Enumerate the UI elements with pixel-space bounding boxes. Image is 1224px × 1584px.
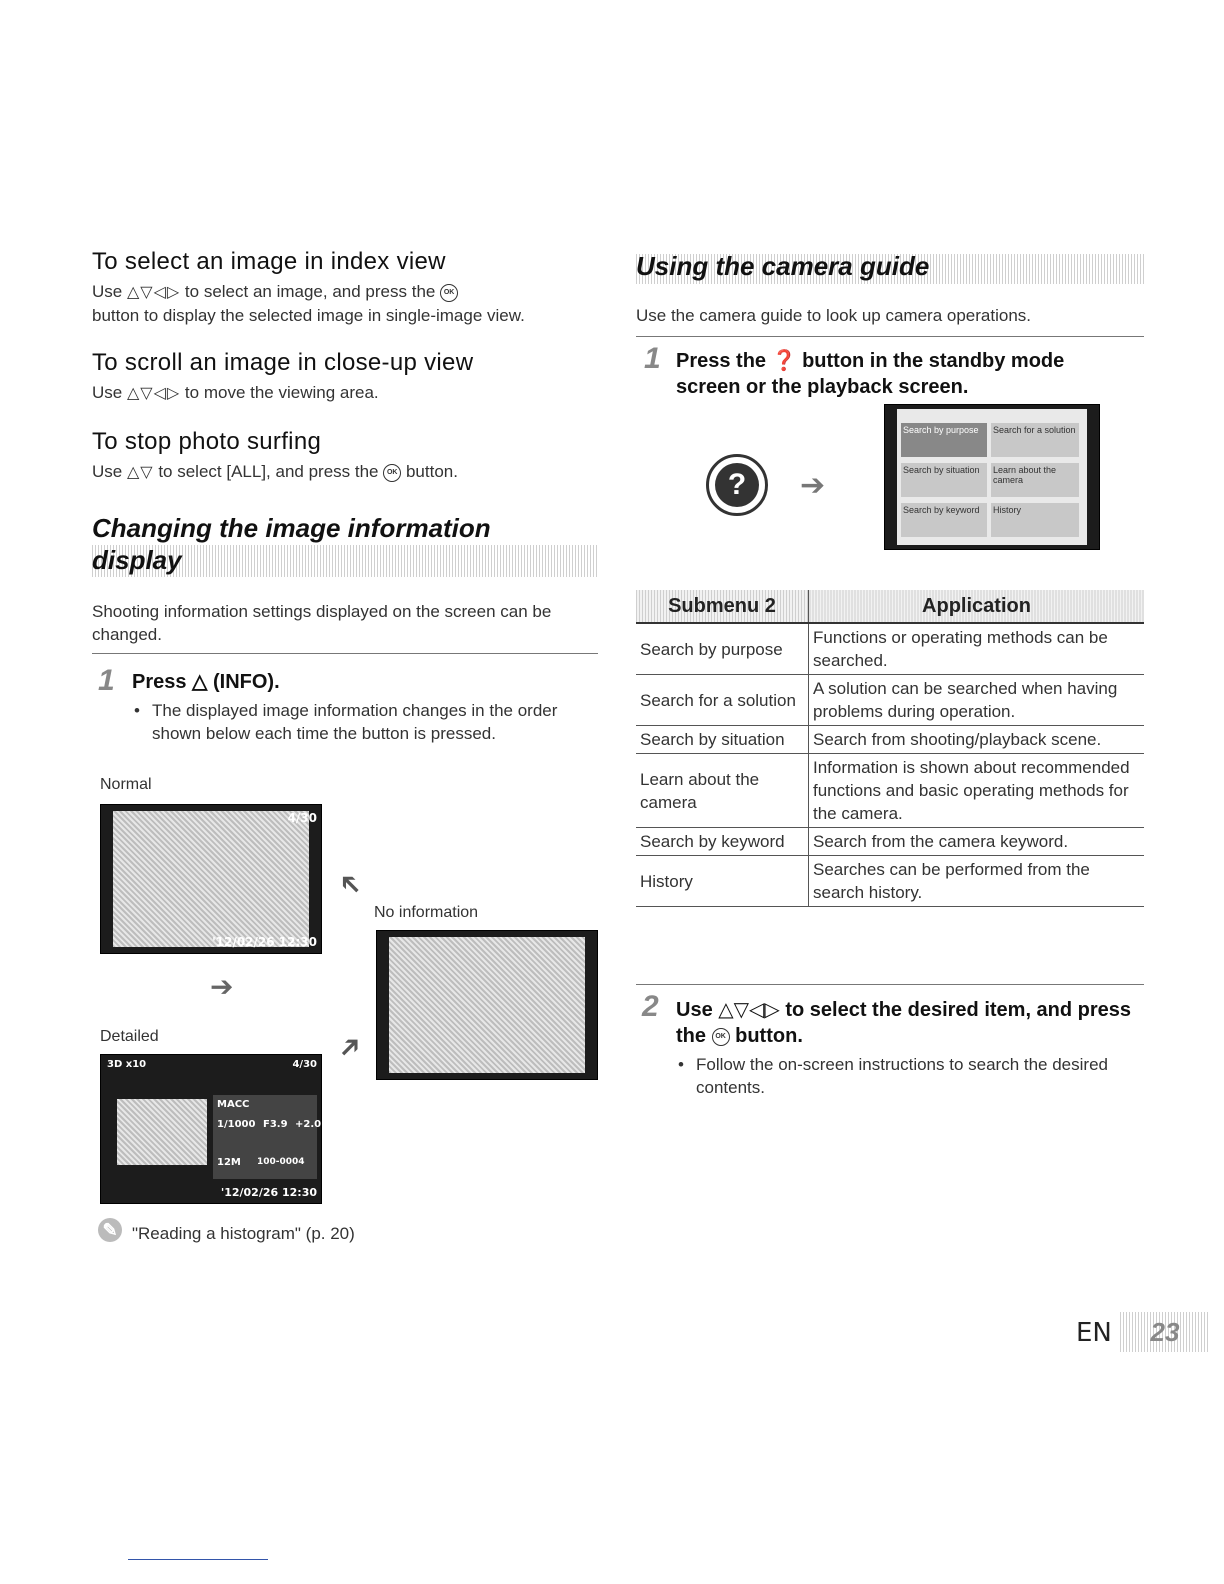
detailed-osd-date: '12/02/26 12:30 [220, 1186, 317, 1199]
bullet-dot: • [678, 1055, 684, 1074]
screen-detailed [100, 1054, 322, 1204]
arrow-keys-icon: △▽◁▷ [126, 385, 181, 402]
step-number: 1 [98, 664, 115, 697]
detailed-osd-ev: +2.0 [295, 1119, 322, 1130]
table-header-application: Application [809, 590, 1145, 623]
intro-camera-guide: Use the camera guide to look up camera operations. [636, 306, 1032, 325]
section-stop-surfing [92, 428, 612, 484]
arrow-keys-icon: △▽◁▷ [126, 284, 181, 301]
step2-text: Use △▽◁▷ to select the desired item, and press the OK button. [676, 999, 1132, 1047]
ok-button-icon: OK [440, 284, 458, 302]
screen-item: Search by purpose [901, 423, 987, 457]
detailed-osd-mode: MACC [217, 1099, 250, 1110]
divider [636, 336, 1144, 337]
text-scroll-closeup: Use △▽◁▷ to move the viewing area. [92, 383, 379, 402]
step-press-info: Press △ (INFO). [132, 671, 280, 693]
bullet-dot: • [134, 701, 140, 720]
detailed-osd-aperture: F3.9 [263, 1119, 288, 1130]
screen-camera-guide [884, 404, 1100, 550]
bullet-display-order: • The displayed image information changes in the order shown below each time the button is pressed. [134, 701, 558, 743]
screen-no-information [376, 930, 598, 1080]
section-scroll-closeup [92, 349, 612, 405]
step1-number: 1 [644, 342, 661, 375]
divider [636, 984, 1144, 985]
detailed-osd-counter: 4/30 [292, 1059, 317, 1070]
table-header-submenu: Submenu 2 [636, 590, 809, 623]
arrow-up-icon: ➔ [330, 865, 369, 904]
ok-button-icon: OK [712, 1028, 730, 1046]
page-number-box [1120, 1312, 1210, 1352]
divider [92, 653, 598, 654]
arrow-down-icon: ➔ [210, 971, 234, 1002]
table-row: Learn about the camera Information is shown about recommended functions and basic operating methods for the camera. [636, 754, 1144, 828]
table-row: Search for a solution A solution can be searched when having problems during operation. [636, 675, 1144, 726]
histogram-panel [213, 1095, 322, 1179]
section-select-index [92, 248, 612, 327]
screen-normal [100, 804, 322, 954]
arrow-right-icon: ➔ [800, 469, 826, 502]
label-normal: Normal [100, 776, 152, 793]
label-no-information: No information [374, 904, 479, 921]
ok-button-icon: OK [383, 464, 401, 482]
footer-rule [128, 1559, 268, 1560]
text-stop-surfing: Use △▽ to select [ALL], and press the OK button. [92, 462, 458, 481]
step2-number: 2 [642, 990, 659, 1023]
page-number: 23 [1150, 1317, 1180, 1347]
screen-item: Search for a solution [991, 423, 1079, 457]
arrow-keys-icon: △▽◁▷ [718, 999, 780, 1021]
label-detailed: Detailed [100, 1028, 159, 1045]
reference-histogram: "Reading a histogram" (p. 20) [132, 1224, 355, 1243]
help-button-icon: ? [706, 454, 768, 516]
detailed-osd-size: 12M [217, 1157, 241, 1168]
screen-item: Learn about the camera [991, 463, 1079, 497]
step1-text: Press the ❓ button in the standby mode screen or the playback screen. [676, 350, 1065, 398]
section-title-camera-guide: Using the camera guide [636, 251, 930, 281]
reference-icon: ✎ [98, 1218, 122, 1242]
table-row: Search by purpose Functions or operating methods can be searched. [636, 623, 1144, 675]
text-select-index: Use △▽◁▷ to select an image, and press the OK button to display the selected image in single-image view. [92, 282, 525, 325]
heading-select-index: To select an image in index view [92, 248, 446, 275]
normal-osd-counter: 4/30 [287, 811, 317, 825]
footer-lang: EN [1076, 1318, 1112, 1348]
heading-scroll-closeup: To scroll an image in close-up view [92, 349, 474, 376]
detailed-osd-folder: 100-0004 [257, 1157, 305, 1167]
bullet-follow-instructions: • Follow the on-screen instructions to search the desired contents. [678, 1055, 1108, 1097]
detailed-osd-icons: 3D x10 [107, 1059, 147, 1070]
section-title-changing-display: Changing the image information display [92, 513, 491, 575]
table-row: Search by situation Search from shooting/playback scene. [636, 726, 1144, 754]
arrow-keys-icon: △▽ [126, 464, 154, 481]
screen-item: Search by keyword [901, 503, 987, 537]
screen-item: Search by situation [901, 463, 987, 497]
heading-stop-surfing: To stop photo surfing [92, 428, 322, 455]
table-row: History Searches can be performed from the search history. [636, 856, 1144, 907]
normal-osd-date: '12/02/26 12:30 [212, 935, 317, 949]
submenu-table [636, 590, 1144, 907]
arrow-right-icon: ➔ [330, 1027, 369, 1066]
screen-item: History [991, 503, 1079, 537]
table-row: Search by keyword Search from the camera keyword. [636, 828, 1144, 856]
intro-changing-display: Shooting information settings displayed on the screen can be changed. [92, 602, 552, 644]
detailed-osd-shutter: 1/1000 [217, 1119, 256, 1130]
